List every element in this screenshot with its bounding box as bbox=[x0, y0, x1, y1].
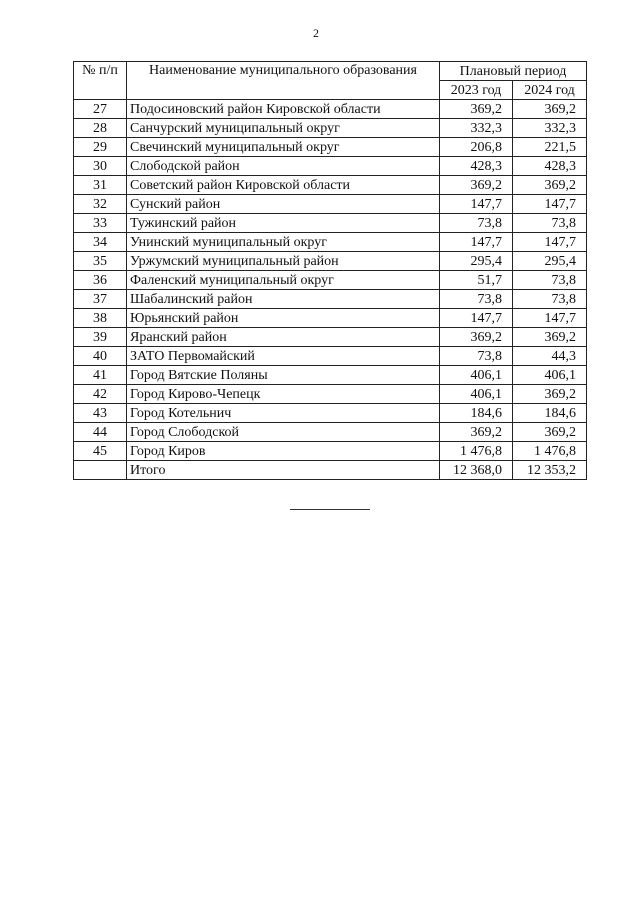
row-number: 43 bbox=[74, 404, 127, 423]
table-row bbox=[74, 214, 587, 233]
header-num: № п/п bbox=[74, 62, 127, 100]
end-rule-divider bbox=[290, 509, 370, 510]
row-value-2024: 147,7 bbox=[513, 233, 587, 252]
row-name: Юрьянский район bbox=[127, 309, 440, 328]
row-name: Слободской район bbox=[127, 157, 440, 176]
row-number: 32 bbox=[74, 195, 127, 214]
row-value-2023: 1 476,8 bbox=[440, 442, 513, 461]
row-value-2023: 51,7 bbox=[440, 271, 513, 290]
row-value-2024: 369,2 bbox=[513, 328, 587, 347]
table-row bbox=[74, 347, 587, 366]
total-value-2024: 12 353,2 bbox=[513, 461, 587, 480]
table-row bbox=[74, 366, 587, 385]
table-row bbox=[74, 404, 587, 423]
row-value-2024: 369,2 bbox=[513, 176, 587, 195]
row-name: Город Киров bbox=[127, 442, 440, 461]
row-value-2023: 369,2 bbox=[440, 100, 513, 119]
table-row bbox=[74, 328, 587, 347]
table-row bbox=[74, 252, 587, 271]
row-number: 38 bbox=[74, 309, 127, 328]
row-value-2024: 73,8 bbox=[513, 271, 587, 290]
row-value-2023: 184,6 bbox=[440, 404, 513, 423]
row-number: 33 bbox=[74, 214, 127, 233]
row-value-2024: 73,8 bbox=[513, 290, 587, 309]
row-name: Советский район Кировской области bbox=[127, 176, 440, 195]
row-number: 34 bbox=[74, 233, 127, 252]
row-value-2023: 369,2 bbox=[440, 423, 513, 442]
table-row bbox=[74, 195, 587, 214]
row-number: 35 bbox=[74, 252, 127, 271]
row-value-2023: 147,7 bbox=[440, 233, 513, 252]
row-value-2024: 295,4 bbox=[513, 252, 587, 271]
row-name: Свечинский муниципальный округ bbox=[127, 138, 440, 157]
total-value-2023: 12 368,0 bbox=[440, 461, 513, 480]
row-name: Тужинский район bbox=[127, 214, 440, 233]
row-value-2024: 406,1 bbox=[513, 366, 587, 385]
row-value-2024: 369,2 bbox=[513, 385, 587, 404]
row-value-2023: 73,8 bbox=[440, 347, 513, 366]
row-name: Унинский муниципальный округ bbox=[127, 233, 440, 252]
row-number: 42 bbox=[74, 385, 127, 404]
row-value-2023: 73,8 bbox=[440, 290, 513, 309]
table-row bbox=[74, 119, 587, 138]
header-name: Наименование муниципального образования bbox=[127, 62, 440, 100]
table-row bbox=[74, 385, 587, 404]
table-row bbox=[74, 423, 587, 442]
row-value-2024: 147,7 bbox=[513, 195, 587, 214]
row-number: 30 bbox=[74, 157, 127, 176]
table-body bbox=[74, 100, 587, 480]
row-name: Подосиновский район Кировской области bbox=[127, 100, 440, 119]
row-name: ЗАТО Первомайский bbox=[127, 347, 440, 366]
row-number: 36 bbox=[74, 271, 127, 290]
row-name: Город Котельнич bbox=[127, 404, 440, 423]
header-year-2023: 2023 год bbox=[440, 81, 513, 100]
row-number: 31 bbox=[74, 176, 127, 195]
header-row-1 bbox=[74, 62, 587, 81]
row-value-2024: 428,3 bbox=[513, 157, 587, 176]
total-label: Итого bbox=[127, 461, 440, 480]
row-value-2024: 1 476,8 bbox=[513, 442, 587, 461]
row-value-2023: 428,3 bbox=[440, 157, 513, 176]
table-row bbox=[74, 233, 587, 252]
table-row bbox=[74, 442, 587, 461]
row-value-2023: 206,8 bbox=[440, 138, 513, 157]
row-number: 27 bbox=[74, 100, 127, 119]
row-value-2024: 369,2 bbox=[513, 423, 587, 442]
row-value-2024: 184,6 bbox=[513, 404, 587, 423]
header-period: Плановый период bbox=[440, 62, 587, 81]
row-name: Уржумский муниципальный район bbox=[127, 252, 440, 271]
row-value-2023: 406,1 bbox=[440, 385, 513, 404]
row-number: 44 bbox=[74, 423, 127, 442]
page-number: 2 bbox=[313, 26, 319, 40]
row-name: Город Кирово-Чепецк bbox=[127, 385, 440, 404]
row-number: 39 bbox=[74, 328, 127, 347]
row-value-2024: 369,2 bbox=[513, 100, 587, 119]
table-header bbox=[74, 62, 587, 100]
row-name: Фаленский муниципальный округ bbox=[127, 271, 440, 290]
row-value-2023: 369,2 bbox=[440, 176, 513, 195]
total-number bbox=[74, 461, 127, 480]
row-value-2024: 147,7 bbox=[513, 309, 587, 328]
row-number: 40 bbox=[74, 347, 127, 366]
row-value-2024: 73,8 bbox=[513, 214, 587, 233]
row-name: Яранский район bbox=[127, 328, 440, 347]
table-row bbox=[74, 290, 587, 309]
row-number: 45 bbox=[74, 442, 127, 461]
header-year-2024: 2024 год bbox=[513, 81, 587, 100]
row-number: 29 bbox=[74, 138, 127, 157]
table-row bbox=[74, 100, 587, 119]
row-number: 41 bbox=[74, 366, 127, 385]
table-row bbox=[74, 138, 587, 157]
row-value-2024: 44,3 bbox=[513, 347, 587, 366]
row-value-2023: 332,3 bbox=[440, 119, 513, 138]
row-name: Санчурский муниципальный округ bbox=[127, 119, 440, 138]
row-value-2023: 147,7 bbox=[440, 195, 513, 214]
table-row bbox=[74, 157, 587, 176]
table-row bbox=[74, 176, 587, 195]
row-number: 28 bbox=[74, 119, 127, 138]
row-value-2024: 221,5 bbox=[513, 138, 587, 157]
row-name: Город Вятские Поляны bbox=[127, 366, 440, 385]
row-value-2023: 406,1 bbox=[440, 366, 513, 385]
table-row bbox=[74, 271, 587, 290]
row-name: Сунский район bbox=[127, 195, 440, 214]
row-name: Город Слободской bbox=[127, 423, 440, 442]
row-value-2023: 73,8 bbox=[440, 214, 513, 233]
total-row bbox=[74, 461, 587, 480]
row-value-2024: 332,3 bbox=[513, 119, 587, 138]
allocation-table bbox=[73, 61, 587, 480]
row-value-2023: 369,2 bbox=[440, 328, 513, 347]
row-name: Шабалинский район bbox=[127, 290, 440, 309]
row-value-2023: 295,4 bbox=[440, 252, 513, 271]
row-number: 37 bbox=[74, 290, 127, 309]
row-value-2023: 147,7 bbox=[440, 309, 513, 328]
table-row bbox=[74, 309, 587, 328]
